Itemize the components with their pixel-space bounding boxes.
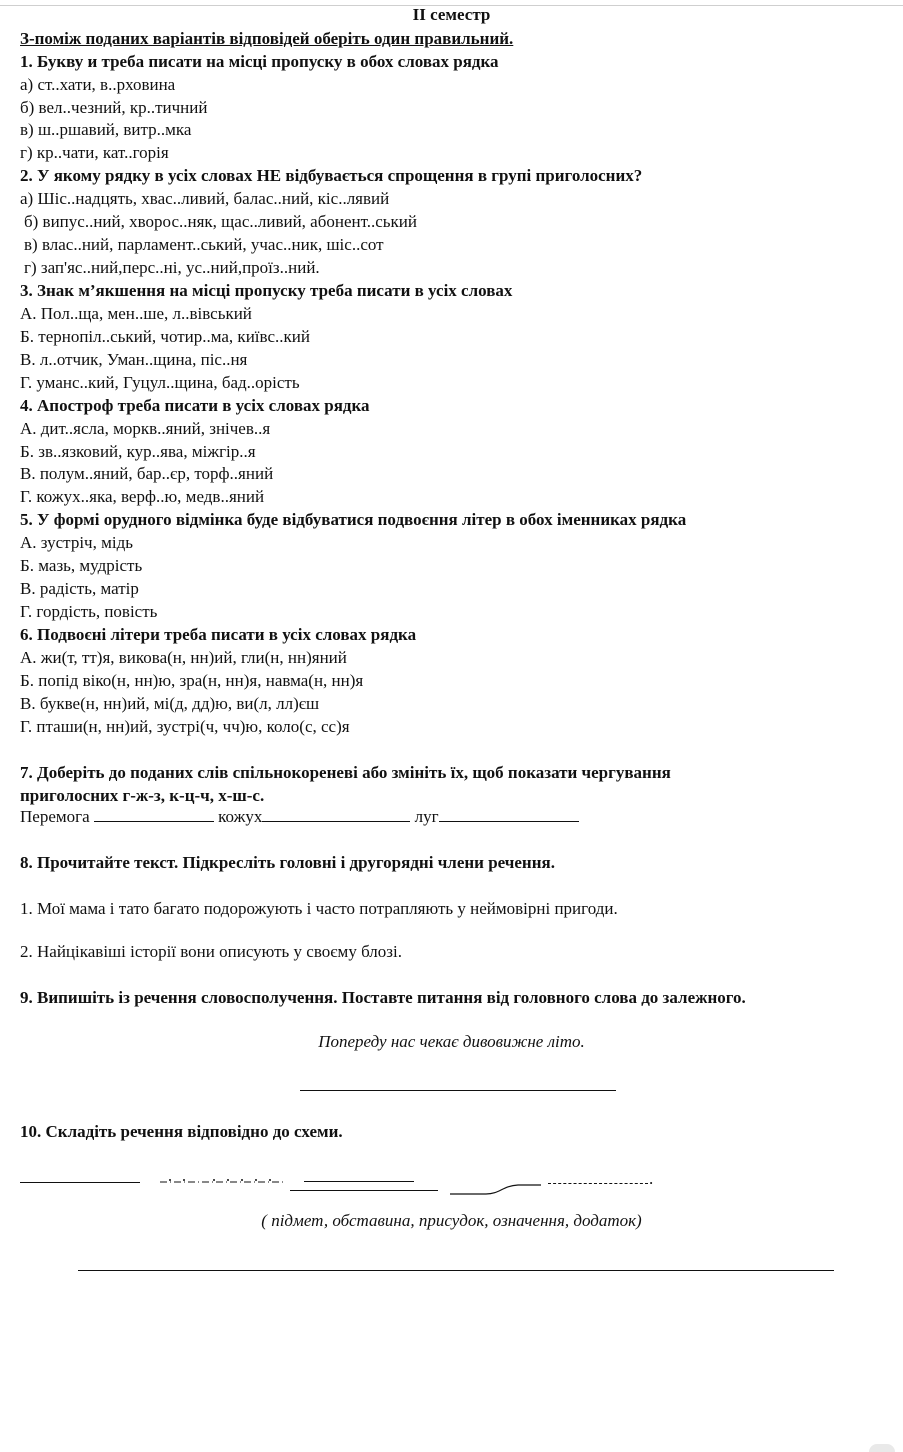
scheme-subject-line xyxy=(20,1182,140,1183)
q3-title: 3. Знак м’якшення на місці пропуску треба писати в усіх словах xyxy=(20,281,513,300)
q7-word-1: Перемога xyxy=(20,807,90,826)
q6-option-d: Г. пташи(н, нн)ий, зустрі(ч, чч)ю, коло(с, сс)я xyxy=(20,717,350,736)
q1-option-d: г) кр..чати, кат..горія xyxy=(20,143,169,162)
q2-option-b: б) випус..ний, хворос..няк, щас..ливий, абонент..ський xyxy=(24,212,418,231)
q7-answer-blank-3[interactable] xyxy=(439,807,579,822)
q1-option-a: а) ст..хати, в..рховина xyxy=(20,75,176,94)
q5-option-a: А. зустріч, мідь xyxy=(20,533,133,552)
q2-title: 2. У якому рядку в усіх словах НЕ відбувається спрощення в групі приголосних? xyxy=(20,166,643,185)
q3-option-b: Б. тернопіл..ський, чотир..ма, київс..кий xyxy=(20,327,310,346)
q7-answer-blank-2[interactable] xyxy=(262,807,410,822)
q8-title: 8. Прочитайте текст. Підкресліть головні і другорядні члени речення. xyxy=(20,853,555,872)
scheme-attribute-wave xyxy=(448,1180,543,1198)
q7-word-2: кожух xyxy=(218,807,263,826)
q10-answer-line[interactable] xyxy=(78,1270,834,1271)
scheme-adverbial-mark xyxy=(158,1172,288,1188)
q4-title: 4. Апостроф треба писати в усіх словах рядка xyxy=(20,396,370,415)
scheme-object-dashes xyxy=(548,1183,648,1184)
q3-option-c: В. л..отчик, Уман..щина, піс..ня xyxy=(20,350,248,369)
q9-sentence: Попереду нас чекає дивовижне літо. xyxy=(318,1032,585,1051)
scheme-predicate-line-1 xyxy=(304,1181,414,1182)
q10-title: 10. Складіть речення відповідно до схеми. xyxy=(20,1122,343,1141)
q8-sentence-1: 1. Мої мама і тато багато подорожують і часто потрапляють у неймовірні пригоди. xyxy=(20,899,618,918)
q1-option-b: б) вел..чезний, кр..тичний xyxy=(20,98,208,117)
q6-option-b: Б. попід віко(н, нн)ю, зра(н, нн)я, навма(н, нн)я xyxy=(20,671,364,690)
q2-option-c: в) влас..ний, парламент..ський, учас..ник, шіс..сот xyxy=(24,235,384,254)
q10-legend: ( підмет, обставина, присудок, означення, додаток) xyxy=(261,1211,642,1230)
q4-option-a: А. дит..ясла, моркв..яний, знічев..я xyxy=(20,419,271,438)
q6-option-c: В. букве(н, нн)ий, мі(д, дд)ю, ви(л, лл)єш xyxy=(20,694,320,713)
q6-title: 6. Подвоєні літери треба писати в усіх словах рядка xyxy=(20,625,417,644)
q9-answer-line[interactable] xyxy=(300,1090,616,1091)
page-corner-decoration xyxy=(869,1444,895,1452)
semester-heading: ІІ семестр xyxy=(412,5,491,24)
scheme-predicate-line-2 xyxy=(290,1190,438,1191)
q7-title-line2: приголосних г-ж-з, к-ц-ч, х-ш-с. xyxy=(20,786,265,805)
q2-option-d: г) зап'яс..ний,перс..ні, ус..ний,проїз..ний. xyxy=(24,258,320,277)
q5-option-d: Г. гордість, повість xyxy=(20,602,158,621)
scheme-end-period: . xyxy=(649,1169,654,1188)
q3-option-d: Г. уманс..кий, Гуцул..щина, бад..орість xyxy=(20,373,300,392)
q3-option-a: А. Пол..ща, мен..ше, л..вівський xyxy=(20,304,252,323)
q5-title: 5. У формі орудного відмінка буде відбуватися подвоєння літер в обох іменниках рядка xyxy=(20,510,687,529)
q5-option-c: В. радість, матір xyxy=(20,579,139,598)
q1-title: 1. Букву и треба писати на місці пропуску в обох словах рядка xyxy=(20,52,499,71)
q4-option-d: Г. кожух..яка, верф..ю, медв..яний xyxy=(20,487,265,506)
q7-title-line1: 7. Доберіть до поданих слів спільнокореневі або змініть їх, щоб показати чергування xyxy=(20,763,671,782)
q6-option-a: А. жи(т, тт)я, викова(н, нн)ий, гли(н, нн)яний xyxy=(20,648,347,667)
q4-option-c: В. полум..яний, бар..єр, торф..яний xyxy=(20,464,274,483)
q9-title: 9. Випишіть із речення словосполучення. Поставте питання від головного слова до залежного. xyxy=(20,988,746,1007)
q4-option-b: Б. зв..язковий, кур..ява, міжгір..я xyxy=(20,442,256,461)
q2-option-a: а) Шіс..надцять, хвас..ливий, балас..ний, кіс..лявий xyxy=(20,189,390,208)
instruction-heading: З-поміж поданих варіантів відповідей оберіть один правильний. xyxy=(20,29,514,48)
q7-word-3: луг xyxy=(414,807,439,826)
q5-option-b: Б. мазь, мудрість xyxy=(20,556,143,575)
q7-answer-row xyxy=(20,806,579,827)
q1-option-c: в) ш..ршавий, витр..мка xyxy=(20,120,192,139)
q7-answer-blank-1[interactable] xyxy=(94,807,214,822)
q8-sentence-2: 2. Найцікавіші історії вони описують у своєму блозі. xyxy=(20,942,402,961)
